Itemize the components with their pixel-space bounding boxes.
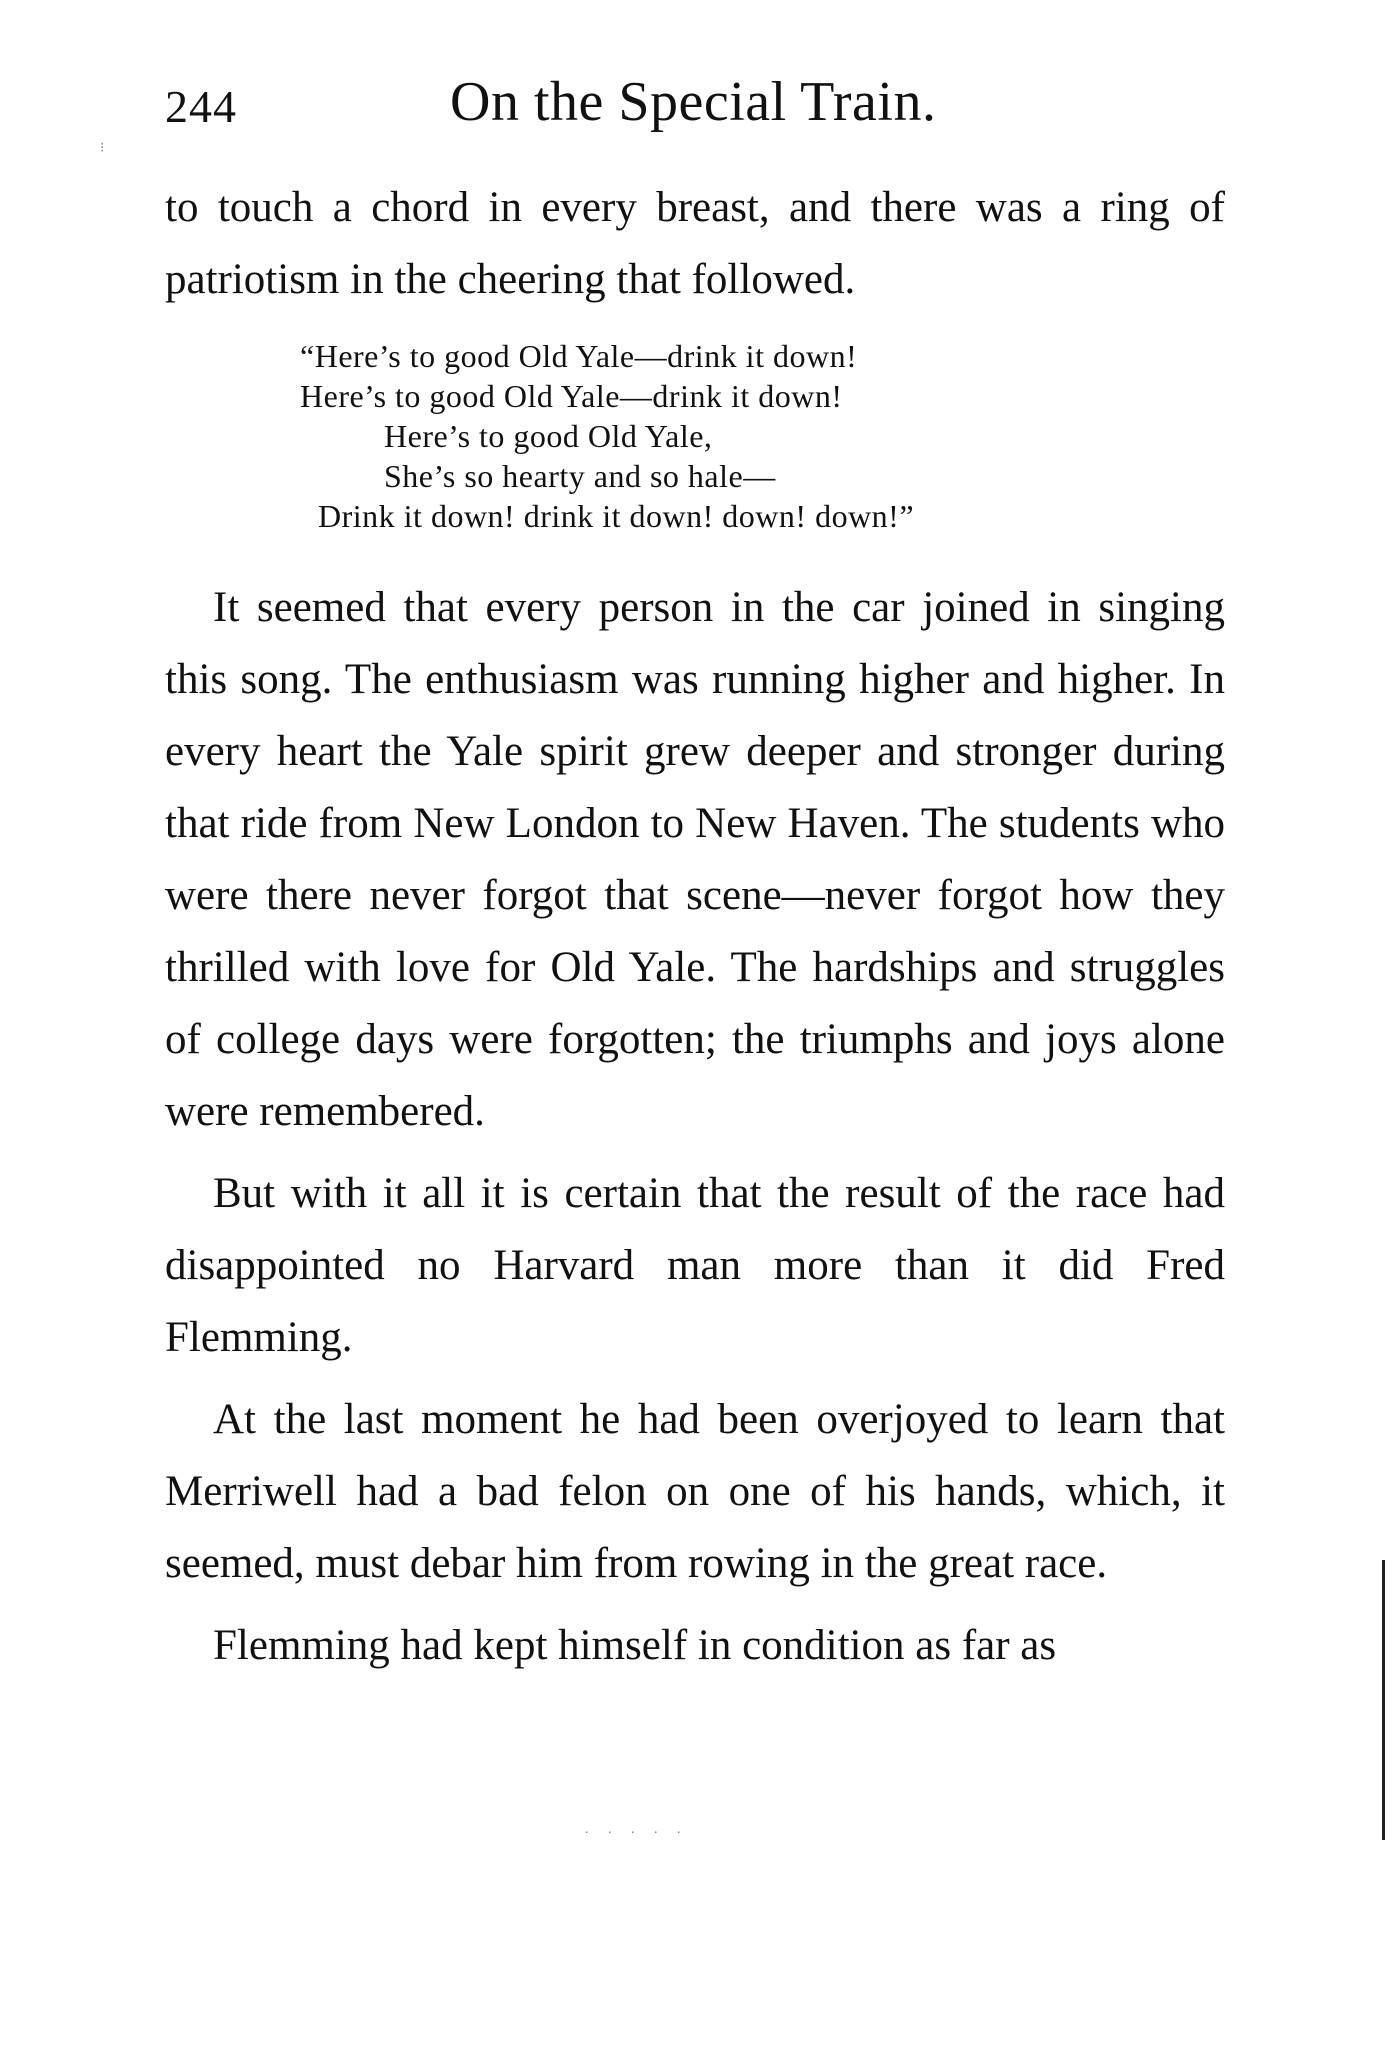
paragraph: At the last moment he had been overjoyed to learn that Merriwell had a bad felon on one of his hands, which, it seemed, must debar him from rowing in the great race. <box>165 1396 1225 1587</box>
opening-text <box>165 172 1225 316</box>
paragraph: Flemming had kept himself in condition as far as <box>213 1622 1057 1669</box>
verse-line: She’s so hearty and so hale— <box>384 458 776 494</box>
scan-speck: ⁝ <box>100 141 105 156</box>
margin-scan-line <box>1382 1560 1385 1840</box>
verse-line: Drink it down! drink it down! down! down!” <box>318 498 915 534</box>
opening-paragraph: to touch a chord in every breast, and there was a ring of patriotism in the cheering that followed. <box>165 184 1225 303</box>
page-header <box>165 70 1225 150</box>
main-text <box>165 572 1225 1692</box>
scan-dots: . . . . . <box>585 1822 689 1837</box>
verse-line: “Here’s to good Old Yale—drink it down! <box>300 338 858 374</box>
verse-line: Here’s to good Old Yale—drink it down! <box>300 378 843 414</box>
paragraph: But with it all it is certain that the result of the race had disappointed no Harvard man more than it did Fred Flemming. <box>165 1170 1225 1361</box>
verse-line: Here’s to good Old Yale, <box>384 418 713 454</box>
running-title: On the Special Train. <box>450 71 937 133</box>
song-verse <box>300 336 1100 536</box>
paragraph: It seemed that every person in the car joined in singing this song. The enthusiasm was running higher and higher. In every heart the Yale spirit grew deeper and stronger during that ride from New London to New Haven. The students who were there never forgot that scene—never forgot how they thrilled with love for Old Yale. The hardships and struggles of college days were forgotten; the triumphs and joys alone were remembered. <box>165 584 1225 1135</box>
page-number: 244 <box>165 81 237 132</box>
